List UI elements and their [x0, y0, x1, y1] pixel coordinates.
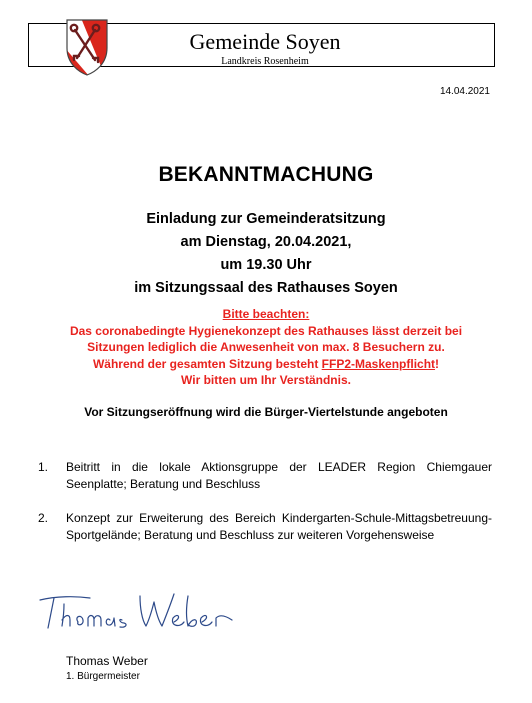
agenda-text: Beitritt in die lokale Aktionsgruppe der LEADER Region Chiemgauer Seenplatte; Beratung und Beschluss — [66, 460, 492, 491]
handwritten-signature — [36, 588, 236, 632]
agenda-number: 1. — [38, 460, 49, 474]
list-item — [38, 510, 492, 544]
notice-text: ! — [435, 356, 440, 371]
notice-line: Das coronabedingte Hygienekonzept des Rathauses lässt derzeit bei — [69, 323, 463, 338]
agenda-text: Konzept zur Erweiterung des Bereich Kindergarten-Schule-Mittagsbetreuung-Sportgelände; Beratung und Beschluss zur weiteren Vorgehensweise — [66, 511, 492, 542]
signer-name: Thomas Weber — [66, 654, 148, 668]
page-title: BEKANNTMACHUNG — [158, 163, 374, 186]
agenda-number: 2. — [38, 511, 49, 525]
mask-requirement: FFP2-Maskenpflicht — [321, 356, 436, 371]
list-item — [38, 459, 492, 493]
agenda-list — [38, 459, 492, 561]
citizen-quarter-hour-note: Vor Sitzungseröffnung wird die Bürger-Viertelstunde angeboten — [84, 405, 448, 419]
hygiene-notice — [0, 306, 532, 389]
invitation-line: am Dienstag, 20.04.2021, — [180, 234, 352, 250]
notice-line: Sitzungen lediglich die Anwesenheit von max. 8 Besuchern zu. — [87, 340, 445, 354]
notice-heading: Bitte beachten: — [222, 307, 310, 321]
signature-text: Thomas Weber — [36, 588, 43, 589]
notice-line: Wir bitten um Ihr Verständnis. — [181, 373, 351, 387]
invitation-line: Einladung zur Gemeinderatsitzung — [146, 211, 386, 227]
notice-line — [0, 356, 532, 373]
municipality-name: Gemeinde Soyen — [189, 29, 341, 54]
notice-text: Während der gesamten Sitzung besteht — [92, 356, 322, 371]
coat-of-arms-icon — [65, 18, 109, 76]
document-date: 14.04.2021 — [439, 86, 490, 97]
invitation-line: um 19.30 Uhr — [220, 257, 312, 273]
district-name: Landkreis Rosenheim — [221, 56, 309, 67]
invitation-block — [0, 208, 532, 300]
invitation-line: im Sitzungssaal des Rathauses Soyen — [134, 280, 398, 296]
signer-role: 1. Bürgermeister — [66, 671, 140, 682]
